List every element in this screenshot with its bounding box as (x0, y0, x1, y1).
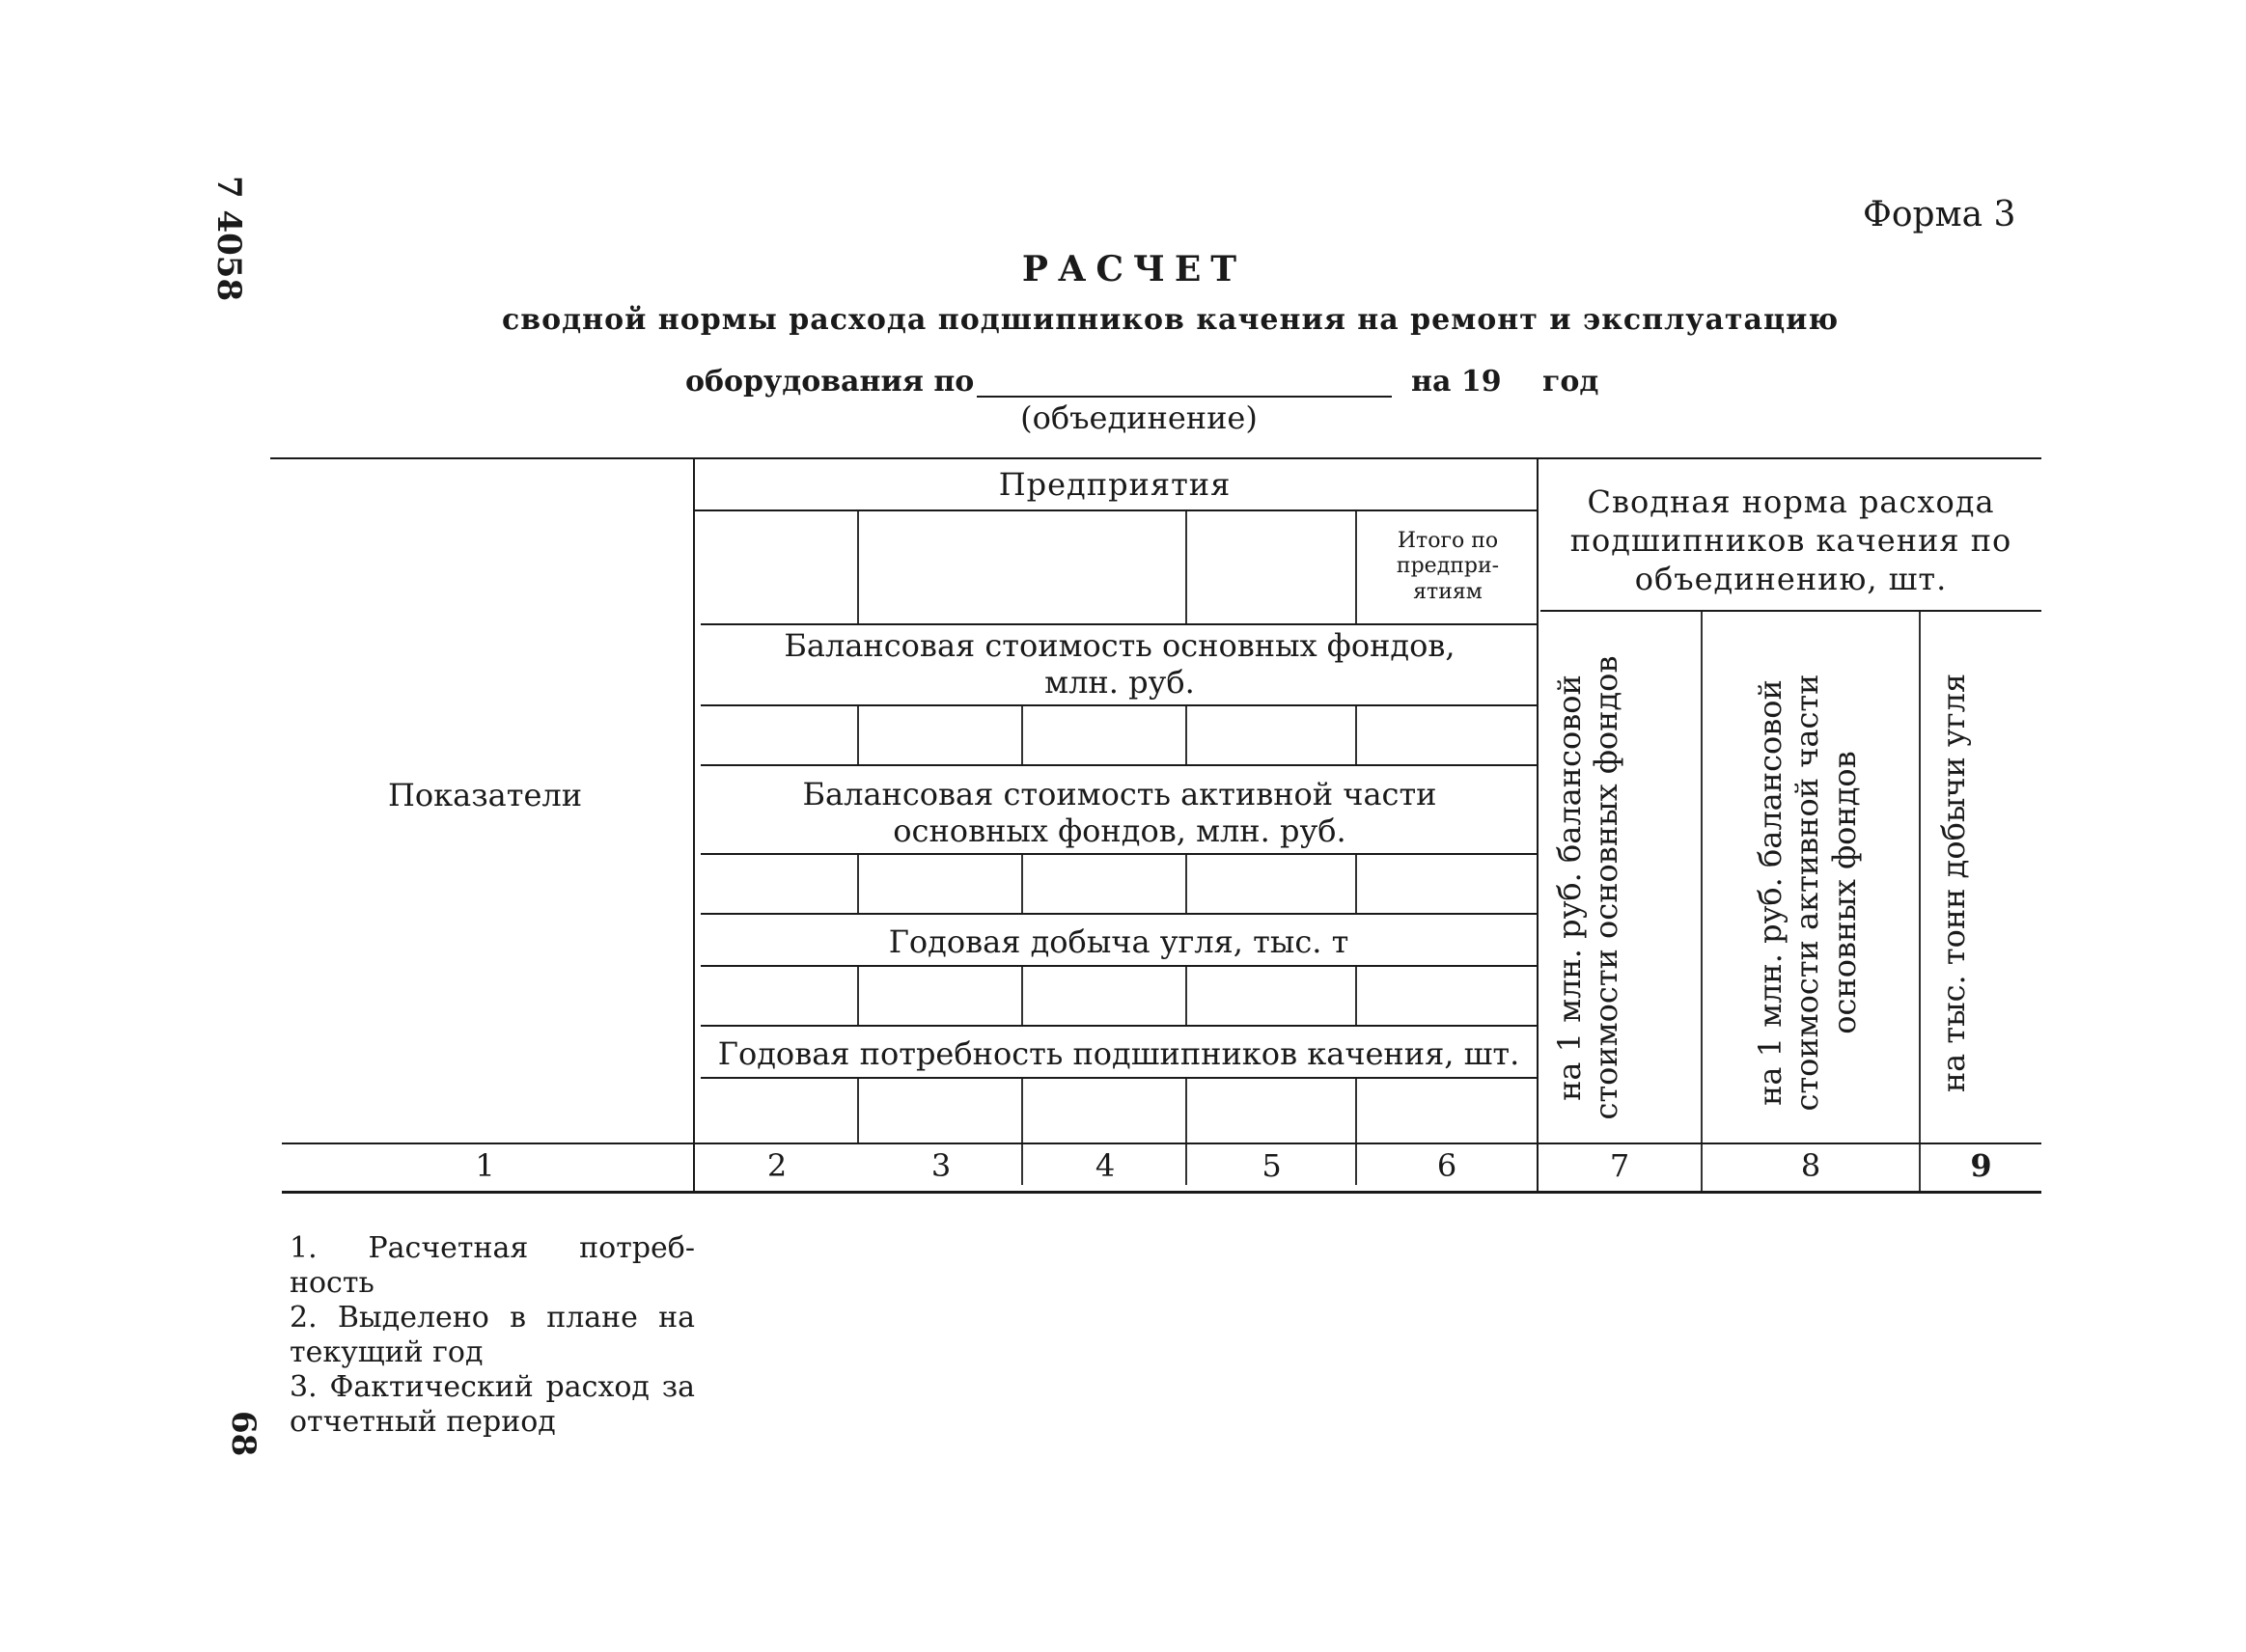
section-header-bearing-demand: Годовая потребность подшипников качения, шт. (717, 1035, 1520, 1072)
rotated-header-per-fixed-assets: на 1 млн. руб. балансовой стоимости основных фондов (1551, 655, 1625, 1120)
row-note-3: 3. Фактический расход за отчетный период (290, 1370, 695, 1439)
column-number-4: 4 (1095, 1147, 1116, 1184)
column-number-7: 7 (1609, 1147, 1630, 1184)
row-note-1: 1. Расчетная потреб-ность (290, 1231, 695, 1300)
section-header-fixed-assets: Балансовая стоимость основных фондов, млн. руб. (784, 627, 1456, 702)
summary-norm-header: Сводная норма расхода подшипников качения по объединению, шт. (1569, 483, 2012, 597)
column-number-1: 1 (475, 1147, 495, 1184)
section-header-active-part: Балансовая стоимость активной части основных фондов, млн. руб. (802, 776, 1437, 850)
document-subtitle-line2 (685, 365, 974, 399)
rotated-header-per-active-part: на 1 млн. руб. балансовой стоимости активной части основных фондов (1752, 674, 1863, 1112)
form-label: Форма 3 (1863, 195, 2016, 234)
column-number-9: 9 (1970, 1147, 1992, 1184)
total-by-enterprises-header: Итого по предпри-ятиям (1396, 529, 1500, 604)
subtitle-prefix: оборудования по (685, 365, 975, 399)
enterprises-header: Предприятия (998, 466, 1232, 503)
column-number-5: 5 (1262, 1147, 1282, 1184)
rotated-header-per-coal: на тыс. тонн добычи угля (1935, 673, 1972, 1093)
column-number-2: 2 (766, 1147, 788, 1184)
document-title: РАСЧЕТ (1021, 249, 1247, 289)
column-number-6: 6 (1436, 1147, 1457, 1184)
association-blank-line (977, 396, 1392, 398)
subtitle-year: на 19 (1411, 365, 1502, 399)
document-subtitle-line1: сводной нормы расхода подшипников качения на ремонт и эксплуатацию (502, 303, 1840, 337)
indicators-header: Показатели (387, 777, 583, 813)
margin-page-number: 68 (224, 1411, 263, 1457)
column-number-3: 3 (930, 1147, 952, 1184)
margin-document-number: 7 4058 (209, 176, 248, 302)
subtitle-caption: (объединение) (1020, 399, 1258, 436)
subtitle-year-suffix: год (1542, 365, 1599, 399)
column-number-8: 8 (1800, 1147, 1821, 1184)
section-header-coal-output: Годовая добыча угля, тыс. т (888, 923, 1349, 960)
row-note-2: 2. Выделено в плане на текущий год (290, 1301, 695, 1369)
